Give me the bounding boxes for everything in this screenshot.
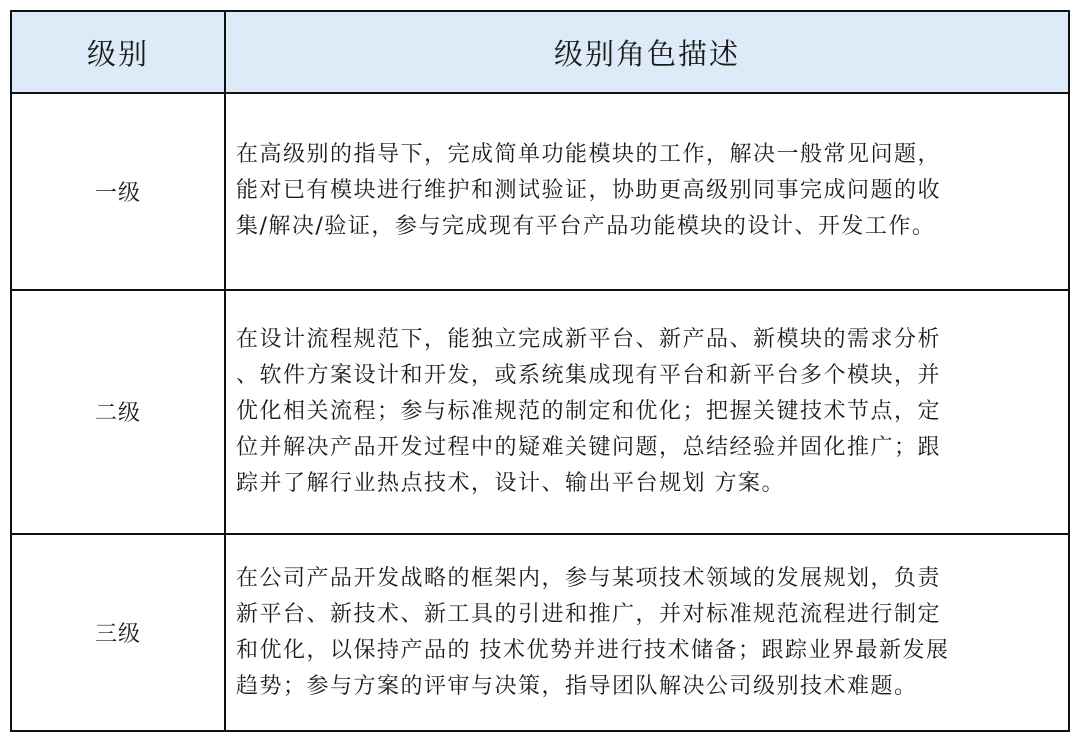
description-line: 位并解决产品开发过程中的疑难关键问题，总结经验并固化推广；跟 [236,434,942,460]
description-line: 在公司产品开发战略的框架内，参与某项技术领域的发展规划，负责 [236,565,942,591]
description-line: 踪并了解行业热点技术，设计、输出平台规划 方案。 [236,470,785,496]
description-line: 和优化，以保持产品的 技术优势并进行技术储备；跟踪业界最新发展 [236,637,950,663]
level-cell: 二级 [11,290,225,535]
description-cell [225,290,1069,535]
level-role-table [10,10,1070,732]
table-header-row [11,11,1069,93]
header-description: 级别角色描述 [225,11,1069,93]
table-row [11,290,1069,535]
header-level: 级别 [11,11,225,93]
description-line: 新平台、新技术、新工具的引进和推广，并对标准规范流程进行制定 [236,601,942,627]
table-row [11,93,1069,290]
description-line: 、软件方案设计和开发，或系统集成现有平台和新平台多个模块，并 [236,362,942,388]
description-cell [225,534,1069,731]
description-line: 优化相关流程；参与标准规范的制定和优化；把握关键技术节点，定 [236,398,942,424]
description-line: 能对已有模块进行维护和测试验证，协助更高级别同事完成问题的收 [236,178,942,204]
level-cell: 一级 [11,93,225,290]
description-line: 在设计流程规范下，能独立完成新平台、新产品、新模块的需求分析 [236,326,942,352]
description-cell [225,93,1069,290]
level-cell: 三级 [11,534,225,731]
table-row [11,534,1069,731]
description-line: 集/解决/验证，参与完成现有平台产品功能模块的设计、开发工作。 [236,214,936,240]
description-line: 在高级别的指导下，完成简单功能模块的工作，解决一般常见问题， [236,142,942,168]
description-line: 趋势；参与方案的评审与决策，指导团队解决公司级别技术难题。 [236,673,918,699]
